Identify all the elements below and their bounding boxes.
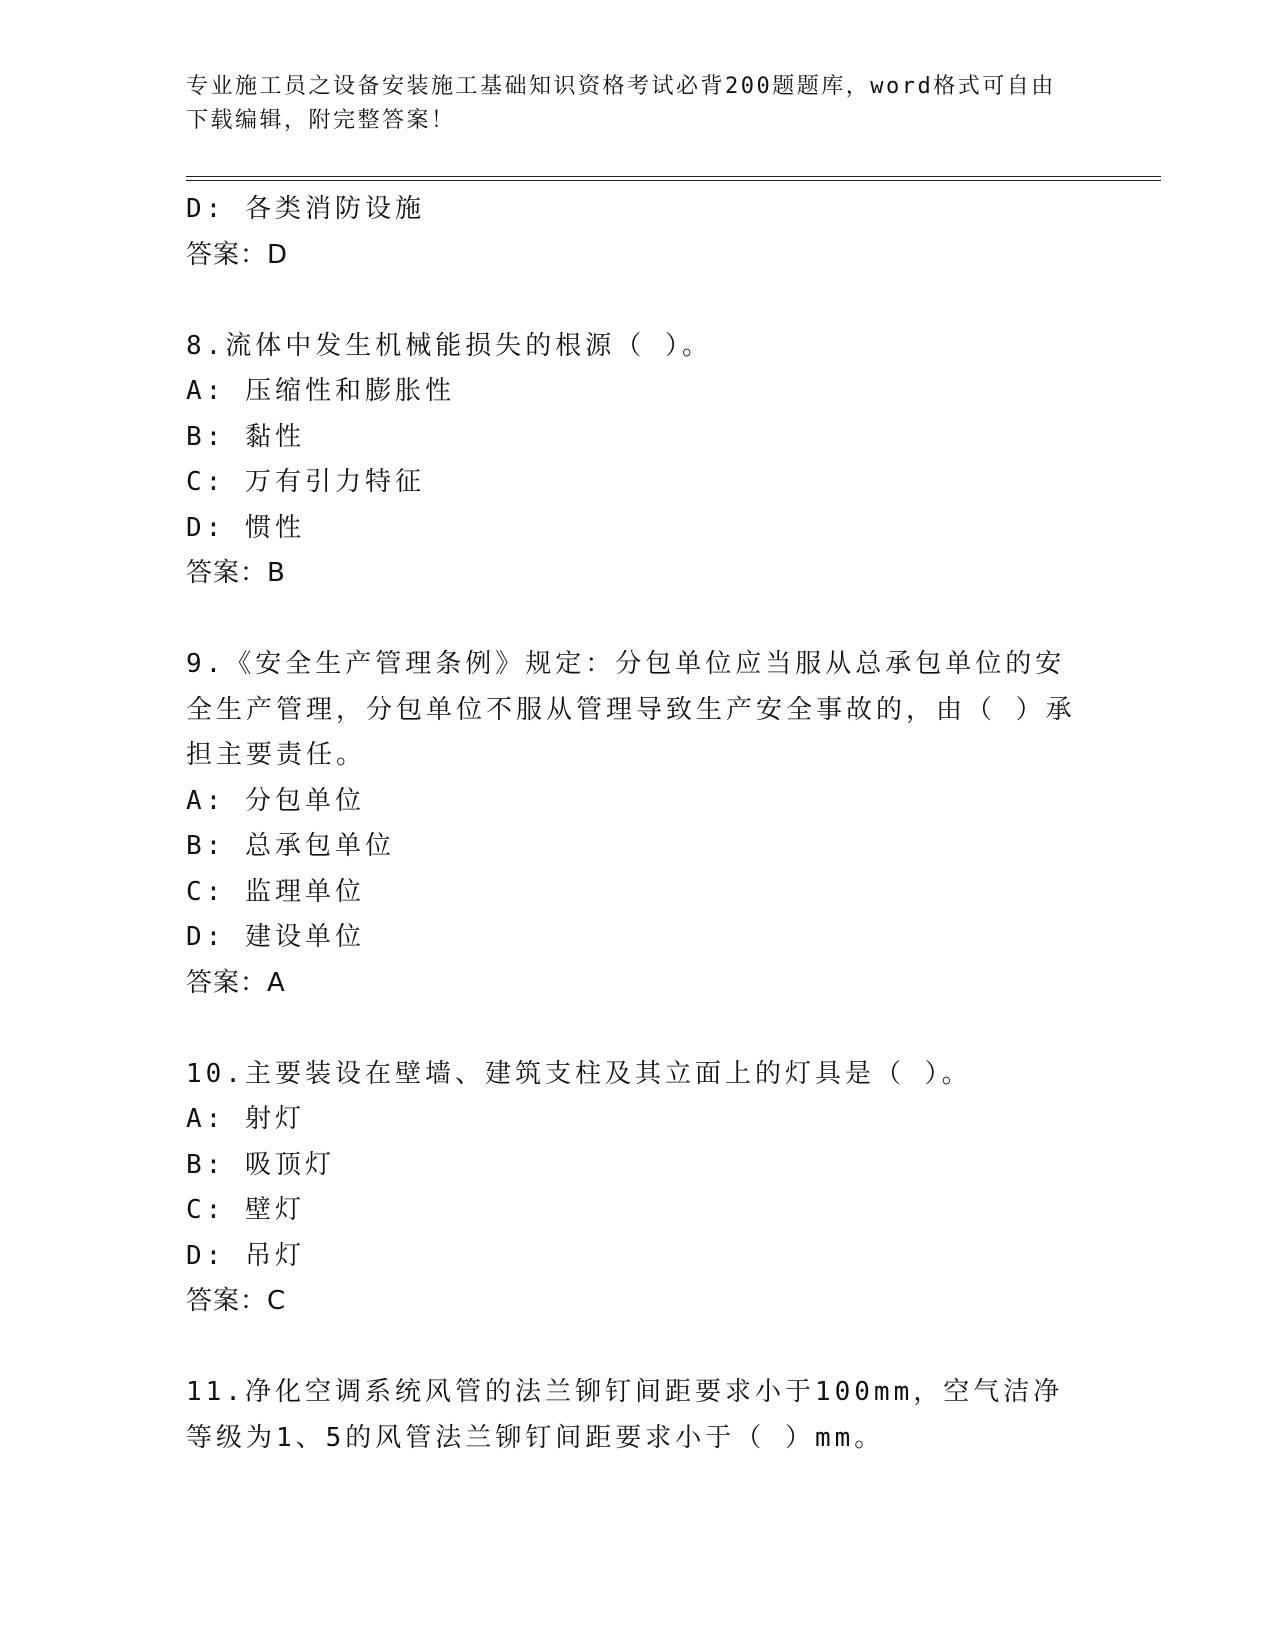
option-b: B: 吸顶灯 xyxy=(186,1149,335,1180)
prev-answer: 答案：D xyxy=(186,239,289,270)
question-11 xyxy=(186,1370,1161,1461)
question-10 xyxy=(186,1052,1161,1325)
spacer xyxy=(186,597,1161,643)
divider-line-bottom xyxy=(186,180,1161,181)
question-stem: 11.净化空调系统风管的法兰铆钉间距要求小于100mm，空气洁净等级为1、5的风管法兰铆钉间距要求小于（ ）mm。 xyxy=(186,1377,1064,1453)
question-stem: 9.《安全生产管理条例》规定：分包单位应当服从总承包单位的安全生产管理，分包单位不服从管理导致生产安全事故的，由（ ）承担主要责任。 xyxy=(186,649,1076,770)
answer: 答案：B xyxy=(186,558,286,588)
option-b: B: 黏性 xyxy=(186,421,305,452)
spacer xyxy=(186,1006,1161,1052)
option-a: A: 压缩性和膨胀性 xyxy=(186,376,455,406)
spacer xyxy=(186,278,1161,324)
divider-line-top xyxy=(186,176,1161,177)
question-stem: 10.主要装设在壁墙、建筑支柱及其立面上的灯具是（ ）。 xyxy=(186,1058,972,1089)
question-list xyxy=(186,187,1161,1461)
option-a: A: 分包单位 xyxy=(186,785,365,816)
question-8 xyxy=(186,324,1161,597)
document-page xyxy=(186,70,1161,1461)
spacer xyxy=(186,1325,1161,1371)
option-c: C: 监理单位 xyxy=(186,876,365,907)
option-d: D: 惯性 xyxy=(186,512,305,543)
option-c: C: 万有引力特征 xyxy=(186,467,425,497)
option-c: C: 壁灯 xyxy=(186,1195,305,1225)
option-d: D: 建设单位 xyxy=(186,922,365,952)
answer: 答案：A xyxy=(186,967,286,998)
prev-option-d: D: 各类消防设施 xyxy=(186,194,425,224)
page-header-title: 专业施工员之设备安装施工基础知识资格考试必背200题题库，word格式可自由下载编辑，附完整答案！ xyxy=(186,74,1056,133)
question-stem: 8.流体中发生机械能损失的根源（ ）。 xyxy=(186,330,712,361)
header-divider xyxy=(186,176,1161,181)
question-9 xyxy=(186,642,1161,1006)
answer: 答案：C xyxy=(186,1286,287,1316)
option-d: D: 吊灯 xyxy=(186,1240,305,1271)
option-a: A: 射灯 xyxy=(186,1104,305,1134)
option-b: B: 总承包单位 xyxy=(186,831,395,861)
